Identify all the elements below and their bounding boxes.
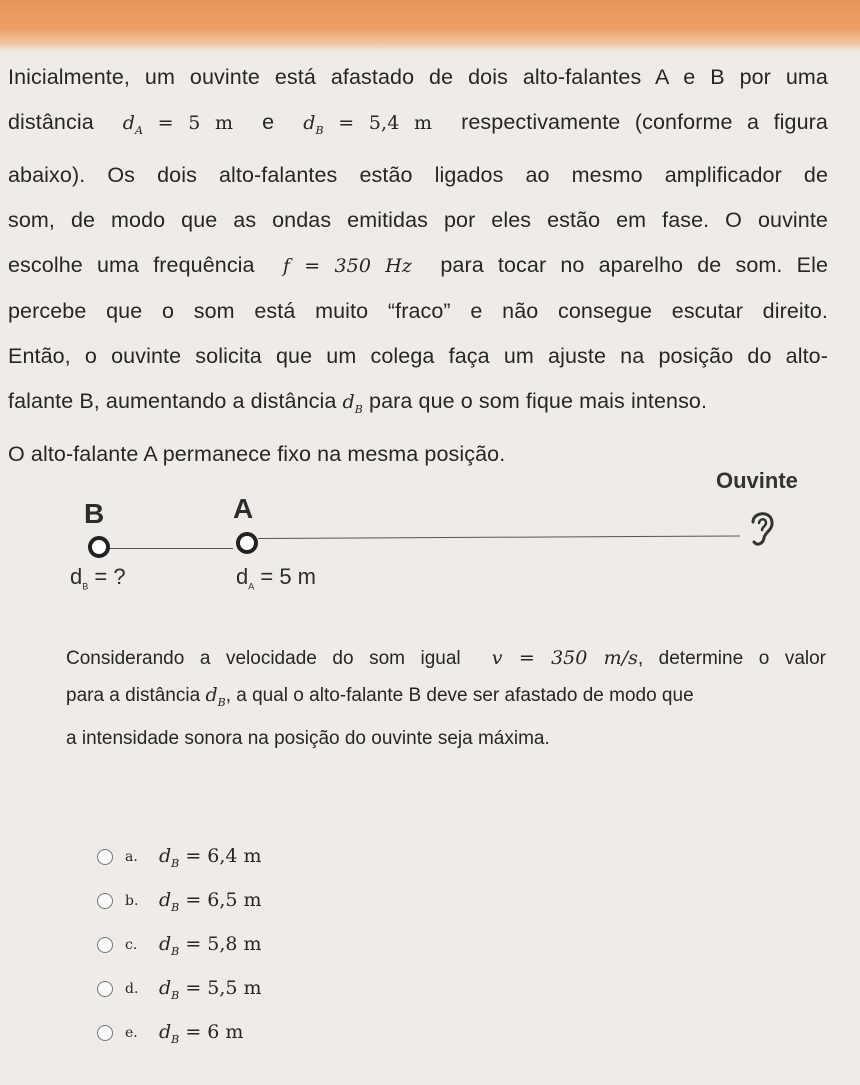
radio-option-a[interactable] <box>97 849 113 865</box>
option-value: $d_B = 6,4$ m <box>159 844 262 870</box>
option-letter: c. <box>125 937 138 953</box>
radio-option-e[interactable] <box>97 1025 113 1041</box>
question-line: Considerando a velocidade do som igual v = 350 m/s, determine o valor <box>66 647 827 669</box>
statement-line: falante B, aumentando a distância $d_B$ para que o som fique mais intenso. <box>8 388 708 416</box>
option-a[interactable] <box>97 835 262 879</box>
answer-options <box>97 835 262 1055</box>
speaker-b-icon <box>88 536 110 558</box>
question-line: a intensidade sonora na posição do ouvinte seja máxima. <box>66 727 550 749</box>
distance-a-formula: $d_A = 5$ m <box>122 112 234 137</box>
radio-option-d[interactable] <box>97 981 113 997</box>
option-value: $d_B = 5,8$ m <box>159 932 262 958</box>
option-c[interactable] <box>97 923 262 967</box>
statement-line: som, de modo que as ondas emitidas por eles estão em fase. O ouvinte <box>8 207 828 232</box>
baseline-b-a <box>108 548 233 549</box>
statement-line: distância $d_A = 5$ m e $d_B = 5,4$ m respectivamente (conforme a figura <box>8 110 828 137</box>
option-value: $d_B = 6,5$ m <box>159 888 262 914</box>
distance-a-value-label: $d_A = 5$ m <box>236 564 317 592</box>
statement-line: abaixo). Os dois alto-falantes estão ligados ao mesmo amplificador de <box>8 162 828 187</box>
statement-line: escolhe uma frequência f = 350 Hz para tocar no aparelho de som. Ele <box>8 252 828 277</box>
statement-line: Inicialmente, um ouvinte está afastado de dois alto-falantes A e B por uma <box>8 65 828 89</box>
frequency-formula: f = 350 Hz <box>282 254 413 277</box>
option-d[interactable] <box>97 967 262 1011</box>
option-letter: b. <box>125 893 139 909</box>
distance-b-unknown-label: $d_B$ = ? <box>70 564 126 592</box>
option-value: $d_B = 5,5$ m <box>159 976 262 1002</box>
option-letter: d. <box>125 981 139 997</box>
distance-b-variable: $d_B$ <box>342 390 363 416</box>
baseline-a-listener <box>258 535 740 539</box>
statement-line: percebe que o som está muito “fraco” e não consegue escutar direito. <box>8 298 828 323</box>
problem-statement <box>8 55 828 477</box>
speaker-a-icon <box>236 532 258 554</box>
speaker-b-label: B <box>84 498 105 529</box>
ear-icon <box>745 506 779 550</box>
statement-line: O alto-falante A permanece fixo na mesma posição. <box>8 441 506 466</box>
option-b[interactable] <box>97 879 262 923</box>
distance-b-variable: $d_B$ <box>205 684 226 709</box>
option-letter: e. <box>125 1025 138 1041</box>
radio-option-c[interactable] <box>97 937 113 953</box>
speaker-diagram <box>0 460 860 610</box>
radio-option-b[interactable] <box>97 893 113 909</box>
listener-label: Ouvinte <box>716 468 798 493</box>
statement-line: Então, o ouvinte solicita que um colega faça um ajuste na posição do alto- <box>8 343 828 368</box>
speaker-a-label: A <box>233 493 254 524</box>
question-line: para a distância $d_B$, a qual o alto-falante B deve ser afastado de modo que <box>66 684 694 709</box>
option-e[interactable] <box>97 1011 262 1055</box>
option-value: $d_B = 6$ m <box>159 1020 244 1046</box>
top-accent-bar <box>0 0 860 52</box>
option-letter: a. <box>125 849 138 865</box>
velocity-formula: v = 350 m/s <box>491 647 638 669</box>
question-text <box>66 640 826 757</box>
distance-b-formula: $d_B = 5,4$ m <box>303 112 433 137</box>
